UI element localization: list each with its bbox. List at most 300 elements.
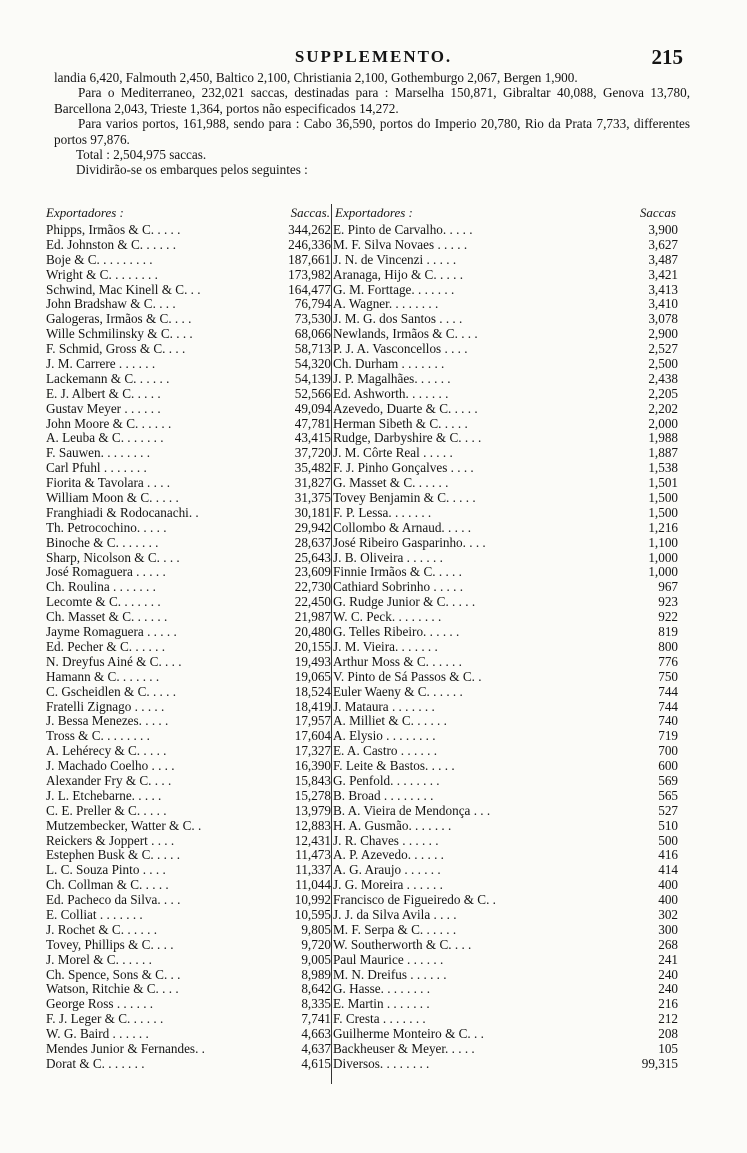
table-row [333, 238, 678, 253]
table-row [333, 848, 678, 863]
sacks-value: 241 [658, 951, 678, 967]
exporter-name: John Moore & C. . . . . . [46, 415, 172, 431]
table-row [46, 223, 331, 238]
table-row [333, 595, 678, 610]
table-row [46, 357, 331, 372]
table-row [333, 640, 678, 655]
exporter-name: G. Telles Ribeiro. . . . . . [333, 624, 460, 640]
exporter-name: Ch. Spence, Sons & C. . . [46, 966, 181, 982]
exporter-name: B. A. Vieira de Mendonça . . . [333, 802, 491, 818]
table-row [333, 1042, 678, 1057]
exporter-name: J. M. Vieira. . . . . . . [333, 638, 438, 654]
exporter-name: Francisco de Figueiredo & C. . [333, 892, 496, 908]
sacks-value: 187,661 [288, 251, 331, 267]
exporter-name: E. J. Albert & C. . . . . [46, 385, 161, 401]
table-row [46, 744, 331, 759]
exporter-name: Estephen Busk & C. . . . . [46, 847, 181, 863]
exporter-name: Alexander Fry & C. . . . [46, 772, 172, 788]
sacks-value: 4,637 [301, 1040, 331, 1056]
table-row [46, 848, 331, 863]
exporter-name: Arthur Moss & C. . . . . . [333, 653, 462, 669]
sacks-value: 37,720 [294, 445, 331, 461]
exporter-name: G. M. Forttage. . . . . . . [333, 281, 455, 297]
sacks-value: 208 [658, 1026, 678, 1042]
table-row [46, 700, 331, 715]
table-row [333, 461, 678, 476]
exporter-name: J. Bessa Menezes. . . . . [46, 713, 169, 729]
table-row [333, 968, 678, 983]
table-row [46, 819, 331, 834]
table-row [333, 610, 678, 625]
sacks-value: 17,327 [294, 743, 331, 759]
table-row [46, 253, 331, 268]
sacks-value: 58,713 [294, 341, 331, 357]
sacks-value: 31,375 [294, 490, 331, 506]
page-header [0, 47, 747, 71]
table-row [333, 387, 678, 402]
table-row [46, 238, 331, 253]
sacks-value: 1,500 [648, 504, 678, 520]
sacks-value: 744 [658, 698, 678, 714]
exporter-name: Ch. Masset & C. . . . . . [46, 609, 168, 625]
sacks-value: 7,741 [301, 1011, 331, 1027]
sacks-value: 16,390 [294, 758, 331, 774]
exporter-name: J. Rochet & C. . . . . . [46, 921, 157, 937]
exporter-name: Binoche & C. . . . . . . [46, 534, 159, 550]
sacks-value: 43,415 [294, 430, 331, 446]
sacks-value: 29,942 [294, 519, 331, 535]
table-row [333, 893, 678, 908]
sacks-value: 8,335 [301, 996, 331, 1012]
exporter-name: F. Schmid, Gross & C. . . . [46, 341, 186, 357]
sacks-value: 2,438 [648, 370, 678, 386]
sacks-value: 923 [658, 594, 678, 610]
exporter-name: Wille Schmilinsky & C. . . . [46, 326, 193, 342]
exporter-name: Collombo & Arnaud. . . . . [333, 519, 472, 535]
table-row [46, 431, 331, 446]
right-exporters-column [333, 223, 678, 1072]
table-row [333, 759, 678, 774]
exporter-name: Galogeras, Irmãos & C. . . . [46, 311, 192, 327]
sacks-value: 1,000 [648, 564, 678, 580]
intro-line-5: Dividirão-se os embarques pelos seguintes : [76, 162, 308, 178]
sacks-value: 1,216 [648, 519, 678, 535]
sacks-value: 11,044 [295, 877, 331, 893]
table-row [46, 372, 331, 387]
table-row [46, 506, 331, 521]
table-row [46, 491, 331, 506]
sacks-value: 1,501 [648, 475, 678, 491]
table-row [46, 565, 331, 580]
exporter-name: P. J. A. Vasconcellos . . . . [333, 341, 468, 357]
sacks-value: 500 [658, 832, 678, 848]
table-row [46, 759, 331, 774]
exporter-name: Hamann & C. . . . . . . [46, 668, 160, 684]
table-row [333, 789, 678, 804]
sacks-value: 20,155 [294, 638, 331, 654]
table-row [46, 417, 331, 432]
sacks-value: 17,957 [294, 713, 331, 729]
sacks-value: 17,604 [294, 728, 331, 744]
exporter-name: Diversos. . . . . . . . [333, 1055, 430, 1071]
exporter-name: G. Penfold. . . . . . . . [333, 772, 440, 788]
sacks-value: 600 [658, 758, 678, 774]
table-row [46, 804, 331, 819]
exporter-name: M. N. Dreifus . . . . . . [333, 966, 447, 982]
sacks-value: 22,450 [294, 594, 331, 610]
exporter-name: A. Lehérecy & C. . . . . [46, 743, 167, 759]
sacks-value: 240 [658, 981, 678, 997]
table-row [333, 297, 678, 312]
table-row [333, 417, 678, 432]
table-row [46, 714, 331, 729]
table-row [333, 729, 678, 744]
table-row [333, 923, 678, 938]
sacks-value: 2,527 [648, 341, 678, 357]
exporter-name: Mutzembecker, Watter & C. . [46, 817, 202, 833]
table-row [46, 297, 331, 312]
table-row [333, 953, 678, 968]
exporter-name: E. Pinto de Carvalho. . . . . [333, 222, 473, 237]
table-row [333, 372, 678, 387]
sacks-value: 3,078 [648, 311, 678, 327]
table-row [333, 565, 678, 580]
sacks-value: 8,989 [301, 966, 331, 982]
sacks-value: 164,477 [288, 281, 331, 297]
table-row [46, 461, 331, 476]
sacks-value: 212 [658, 1011, 678, 1027]
table-row [46, 938, 331, 953]
sacks-value: 240 [658, 966, 678, 982]
exporter-name: José Romaguera . . . . . [46, 564, 166, 580]
table-row [333, 551, 678, 566]
sacks-value: 819 [658, 624, 678, 640]
exporter-name: Ed. Pecher & C. . . . . . [46, 638, 166, 654]
exporter-name: Rudge, Darbyshire & C. . . . [333, 430, 482, 446]
sacks-value: 1,887 [648, 445, 678, 461]
exporter-name: George Ross . . . . . . [46, 996, 154, 1012]
exporter-name: M. F. Silva Novaes . . . . . [333, 236, 468, 252]
table-row [46, 670, 331, 685]
sacks-value: 68,066 [294, 326, 331, 342]
table-row [333, 670, 678, 685]
table-row [333, 819, 678, 834]
exporter-name: Aranaga, Hijo & C. . . . . [333, 266, 464, 282]
sacks-value: 302 [658, 906, 678, 922]
page-title: SUPPLEMENTO. [294, 47, 453, 66]
exporter-name: G. Rudge Junior & C. . . . . [333, 594, 476, 610]
exporter-name: Guilherme Monteiro & C. . . [333, 1026, 484, 1042]
exporter-name: F. Sauwen. . . . . . . . [46, 445, 151, 461]
exporter-name: A. G. Araujo . . . . . . [333, 862, 441, 878]
exporter-name: Herman Sibeth & C. . . . . [333, 415, 468, 431]
sacks-value: 1,100 [648, 534, 678, 550]
exporter-name: Reickers & Joppert . . . . [46, 832, 175, 848]
exporter-name: W. C. Peck. . . . . . . . [333, 609, 442, 625]
sacks-value: 12,431 [294, 832, 331, 848]
exporter-name: Lecomte & C. . . . . . . [46, 594, 161, 610]
exporter-name: G. Masset & C. . . . . . [333, 475, 449, 491]
table-row [46, 625, 331, 640]
left-header-value: Saccas. [290, 205, 330, 220]
sacks-value: 2,500 [648, 356, 678, 372]
sacks-value: 1,538 [648, 460, 678, 476]
exporter-name: Franghiadi & Rodocanachi. . [46, 504, 199, 520]
table-row [333, 938, 678, 953]
sacks-value: 740 [658, 713, 678, 729]
sacks-value: 300 [658, 921, 678, 937]
table-row [46, 580, 331, 595]
exporter-name: Phipps, Irmãos & C. . . . . [46, 222, 181, 237]
right-header-name: Exportadores : [335, 205, 413, 220]
table-row [46, 968, 331, 983]
sacks-value: 400 [658, 892, 678, 908]
exporter-name: Euler Waeny & C. . . . . . [333, 683, 463, 699]
sacks-value: 49,094 [294, 400, 331, 416]
sacks-value: 54,139 [294, 370, 331, 386]
exporter-name: J. R. Chaves . . . . . . [333, 832, 439, 848]
sacks-value: 569 [658, 772, 678, 788]
sacks-value: 9,805 [301, 921, 331, 937]
exporter-name: C. E. Preller & C. . . . . [46, 802, 167, 818]
exporter-name: Azevedo, Duarte & C. . . . . [333, 400, 478, 416]
table-row [333, 1057, 678, 1072]
exporter-name: Watson, Ritchie & C. . . . [46, 981, 179, 997]
sacks-value: 28,637 [294, 534, 331, 550]
table-row [46, 1012, 331, 1027]
table-row [333, 506, 678, 521]
table-row [46, 893, 331, 908]
table-row [333, 834, 678, 849]
sacks-value: 416 [658, 847, 678, 863]
sacks-value: 922 [658, 609, 678, 625]
table-row [46, 476, 331, 491]
exporter-name: Schwind, Mac Kinell & C. . . [46, 281, 201, 297]
sacks-value: 246,336 [288, 236, 331, 252]
sacks-value: 527 [658, 802, 678, 818]
sacks-value: 18,524 [294, 683, 331, 699]
table-row [46, 1027, 331, 1042]
table-row [333, 685, 678, 700]
exporter-name: J. M. Côrte Real . . . . . [333, 445, 453, 461]
table-row [46, 446, 331, 461]
sacks-value: 344,262 [288, 222, 331, 237]
sacks-value: 12,883 [294, 817, 331, 833]
table-row [333, 312, 678, 327]
table-row [46, 685, 331, 700]
left-header-name: Exportadores : [46, 205, 124, 220]
sacks-value: 11,473 [295, 847, 331, 863]
table-row [46, 283, 331, 298]
exporter-name: Fiorita & Tavolara . . . . [46, 475, 171, 491]
table-row [46, 268, 331, 283]
table-row [46, 789, 331, 804]
table-row [333, 804, 678, 819]
exporter-name: Paul Maurice . . . . . . [333, 951, 444, 967]
sacks-value: 10,992 [294, 892, 331, 908]
sacks-value: 73,530 [294, 311, 331, 327]
exporter-name: V. Pinto de Sá Passos & C. . [333, 668, 482, 684]
exporter-name: Ed. Johnston & C. . . . . . [46, 236, 177, 252]
exporter-name: J. Morel & C. . . . . . [46, 951, 152, 967]
exporter-name: Tovey Benjamin & C. . . . . [333, 490, 476, 506]
exporter-name: G. Hasse. . . . . . . . [333, 981, 431, 997]
sacks-value: 3,410 [648, 296, 678, 312]
table-row [333, 908, 678, 923]
table-row [333, 476, 678, 491]
exporter-name: José Ribeiro Gasparinho. . . . [333, 534, 486, 550]
sacks-value: 4,615 [301, 1055, 331, 1071]
exporter-name: Gustav Meyer . . . . . . [46, 400, 161, 416]
table-row [333, 521, 678, 536]
sacks-value: 11,337 [295, 862, 331, 878]
table-row [333, 283, 678, 298]
sacks-value: 1,000 [648, 549, 678, 565]
table-row [46, 834, 331, 849]
table-row [46, 595, 331, 610]
exporter-name: Dorat & C. . . . . . . [46, 1055, 145, 1071]
sacks-value: 1,500 [648, 490, 678, 506]
exporter-name: Newlands, Irmãos & C. . . . [333, 326, 478, 342]
table-row [46, 551, 331, 566]
exporter-name: Backheuser & Meyer. . . . . [333, 1040, 475, 1056]
exporter-name: Wright & C. . . . . . . . [46, 266, 158, 282]
left-exporters-column [46, 223, 331, 1072]
sacks-value: 15,278 [294, 787, 331, 803]
table-row [333, 446, 678, 461]
exporter-name: Ch. Durham . . . . . . . [333, 356, 445, 372]
sacks-value: 20,480 [294, 624, 331, 640]
sacks-value: 173,982 [288, 266, 331, 282]
exporter-name: A. Milliet & C. . . . . . [333, 713, 447, 729]
sacks-value: 76,794 [294, 296, 331, 312]
exporter-name: Th. Petrocochino. . . . . [46, 519, 167, 535]
exporter-name: John Bradshaw & C. . . . [46, 296, 176, 312]
exporter-name: Mendes Junior & Fernandes. . [46, 1040, 205, 1056]
exporter-name: J. P. Magalhães. . . . . . [333, 370, 451, 386]
table-row [333, 327, 678, 342]
table-row [46, 923, 331, 938]
exporter-name: Finnie Irmãos & C. . . . . [333, 564, 462, 580]
sacks-value: 35,482 [294, 460, 331, 476]
table-row [333, 774, 678, 789]
exporter-name: J. Machado Coelho . . . . [46, 758, 175, 774]
sacks-value: 9,005 [301, 951, 331, 967]
exporter-name: E. Martin . . . . . . . [333, 996, 430, 1012]
table-row [46, 774, 331, 789]
table-row [46, 953, 331, 968]
sacks-value: 19,493 [294, 653, 331, 669]
table-row [333, 268, 678, 283]
sacks-value: 776 [658, 653, 678, 669]
exporter-name: F. Cresta . . . . . . . [333, 1011, 426, 1027]
sacks-value: 25,643 [294, 549, 331, 565]
exporter-name: Ch. Roulina . . . . . . . [46, 579, 156, 595]
exporter-name: H. A. Gusmão. . . . . . . [333, 817, 452, 833]
sacks-value: 15,843 [294, 772, 331, 788]
sacks-value: 54,320 [294, 356, 331, 372]
exporter-name: J. M. Carrere . . . . . . [46, 356, 156, 372]
sacks-value: 3,900 [648, 222, 678, 237]
sacks-value: 744 [658, 683, 678, 699]
table-row [46, 342, 331, 357]
sacks-value: 47,781 [294, 415, 331, 431]
table-row [333, 223, 678, 238]
exporter-name: Tross & C. . . . . . . . [46, 728, 150, 744]
table-row [333, 878, 678, 893]
sacks-value: 30,181 [294, 504, 331, 520]
sacks-value: 10,595 [294, 906, 331, 922]
table-row [333, 491, 678, 506]
table-row [46, 729, 331, 744]
exporter-name: Ch. Collman & C. . . . . [46, 877, 169, 893]
table-row [46, 878, 331, 893]
exporter-name: B. Broad . . . . . . . . [333, 787, 434, 803]
sacks-value: 19,065 [294, 668, 331, 684]
table-row [46, 521, 331, 536]
sacks-value: 9,720 [301, 936, 331, 952]
table-row [46, 536, 331, 551]
table-row [333, 744, 678, 759]
exporter-name: Cathiard Sobrinho . . . . . [333, 579, 464, 595]
exporter-name: W. G. Baird . . . . . . [46, 1026, 149, 1042]
exporter-name: J. M. G. dos Santos . . . . [333, 311, 463, 327]
sacks-value: 21,987 [294, 609, 331, 625]
table-row [46, 997, 331, 1012]
sacks-value: 268 [658, 936, 678, 952]
table-row [333, 700, 678, 715]
sacks-value: 3,627 [648, 236, 678, 252]
sacks-value: 2,205 [648, 385, 678, 401]
sacks-value: 99,315 [641, 1055, 678, 1071]
table-row [333, 580, 678, 595]
exporter-name: Carl Pfuhl . . . . . . . [46, 460, 147, 476]
table-row [333, 342, 678, 357]
table-row [333, 431, 678, 446]
intro-line-3: Para varios portos, 161,988, sendo para : Cabo 36,590, portos do Imperio 20,780, Rio da Prata 7,733, differentes portos 97,876. [54, 116, 690, 147]
sacks-value: 414 [658, 862, 678, 878]
sacks-value: 18,419 [294, 698, 331, 714]
intro-line-1: landia 6,420, Falmouth 2,450, Baltico 2,100, Christiania 2,100, Gothemburgo 2,067, Bergen 1,900. [54, 70, 578, 85]
sacks-value: 2,202 [648, 400, 678, 416]
table-row [46, 863, 331, 878]
exporter-name: Jayme Romaguera . . . . . [46, 624, 177, 640]
table-row [333, 625, 678, 640]
sacks-value: 967 [658, 579, 678, 595]
sacks-value: 8,642 [301, 981, 331, 997]
table-row [46, 655, 331, 670]
exporter-name: F. Leite & Bastos. . . . . [333, 758, 455, 774]
table-row [46, 312, 331, 327]
exporter-name: M. F. Serpa & C. . . . . . [333, 921, 457, 937]
table-row [333, 655, 678, 670]
table-row [46, 610, 331, 625]
exporter-name: J. L. Etchebarne. . . . . [46, 787, 162, 803]
table-row [333, 982, 678, 997]
table-row [333, 536, 678, 551]
intro-line-2: Para o Mediterraneo, 232,021 saccas, destinadas para : Marselha 150,871, Gibraltar 40,088, Genova 13,780, Barcellona 2,043, Trieste 1,364, portos não especificados 14,272. [54, 85, 690, 116]
intro-text [54, 70, 690, 178]
sacks-value: 3,487 [648, 251, 678, 267]
table-row [333, 714, 678, 729]
exporter-name: Ed. Pacheco da Silva. . . . [46, 892, 181, 908]
exporter-name: F. J. Leger & C. . . . . . [46, 1011, 164, 1027]
sacks-value: 719 [658, 728, 678, 744]
exporter-name: L. C. Souza Pinto . . . . [46, 862, 166, 878]
exporter-name: J. B. Oliveira . . . . . . [333, 549, 443, 565]
table-row [333, 357, 678, 372]
table-row [46, 640, 331, 655]
